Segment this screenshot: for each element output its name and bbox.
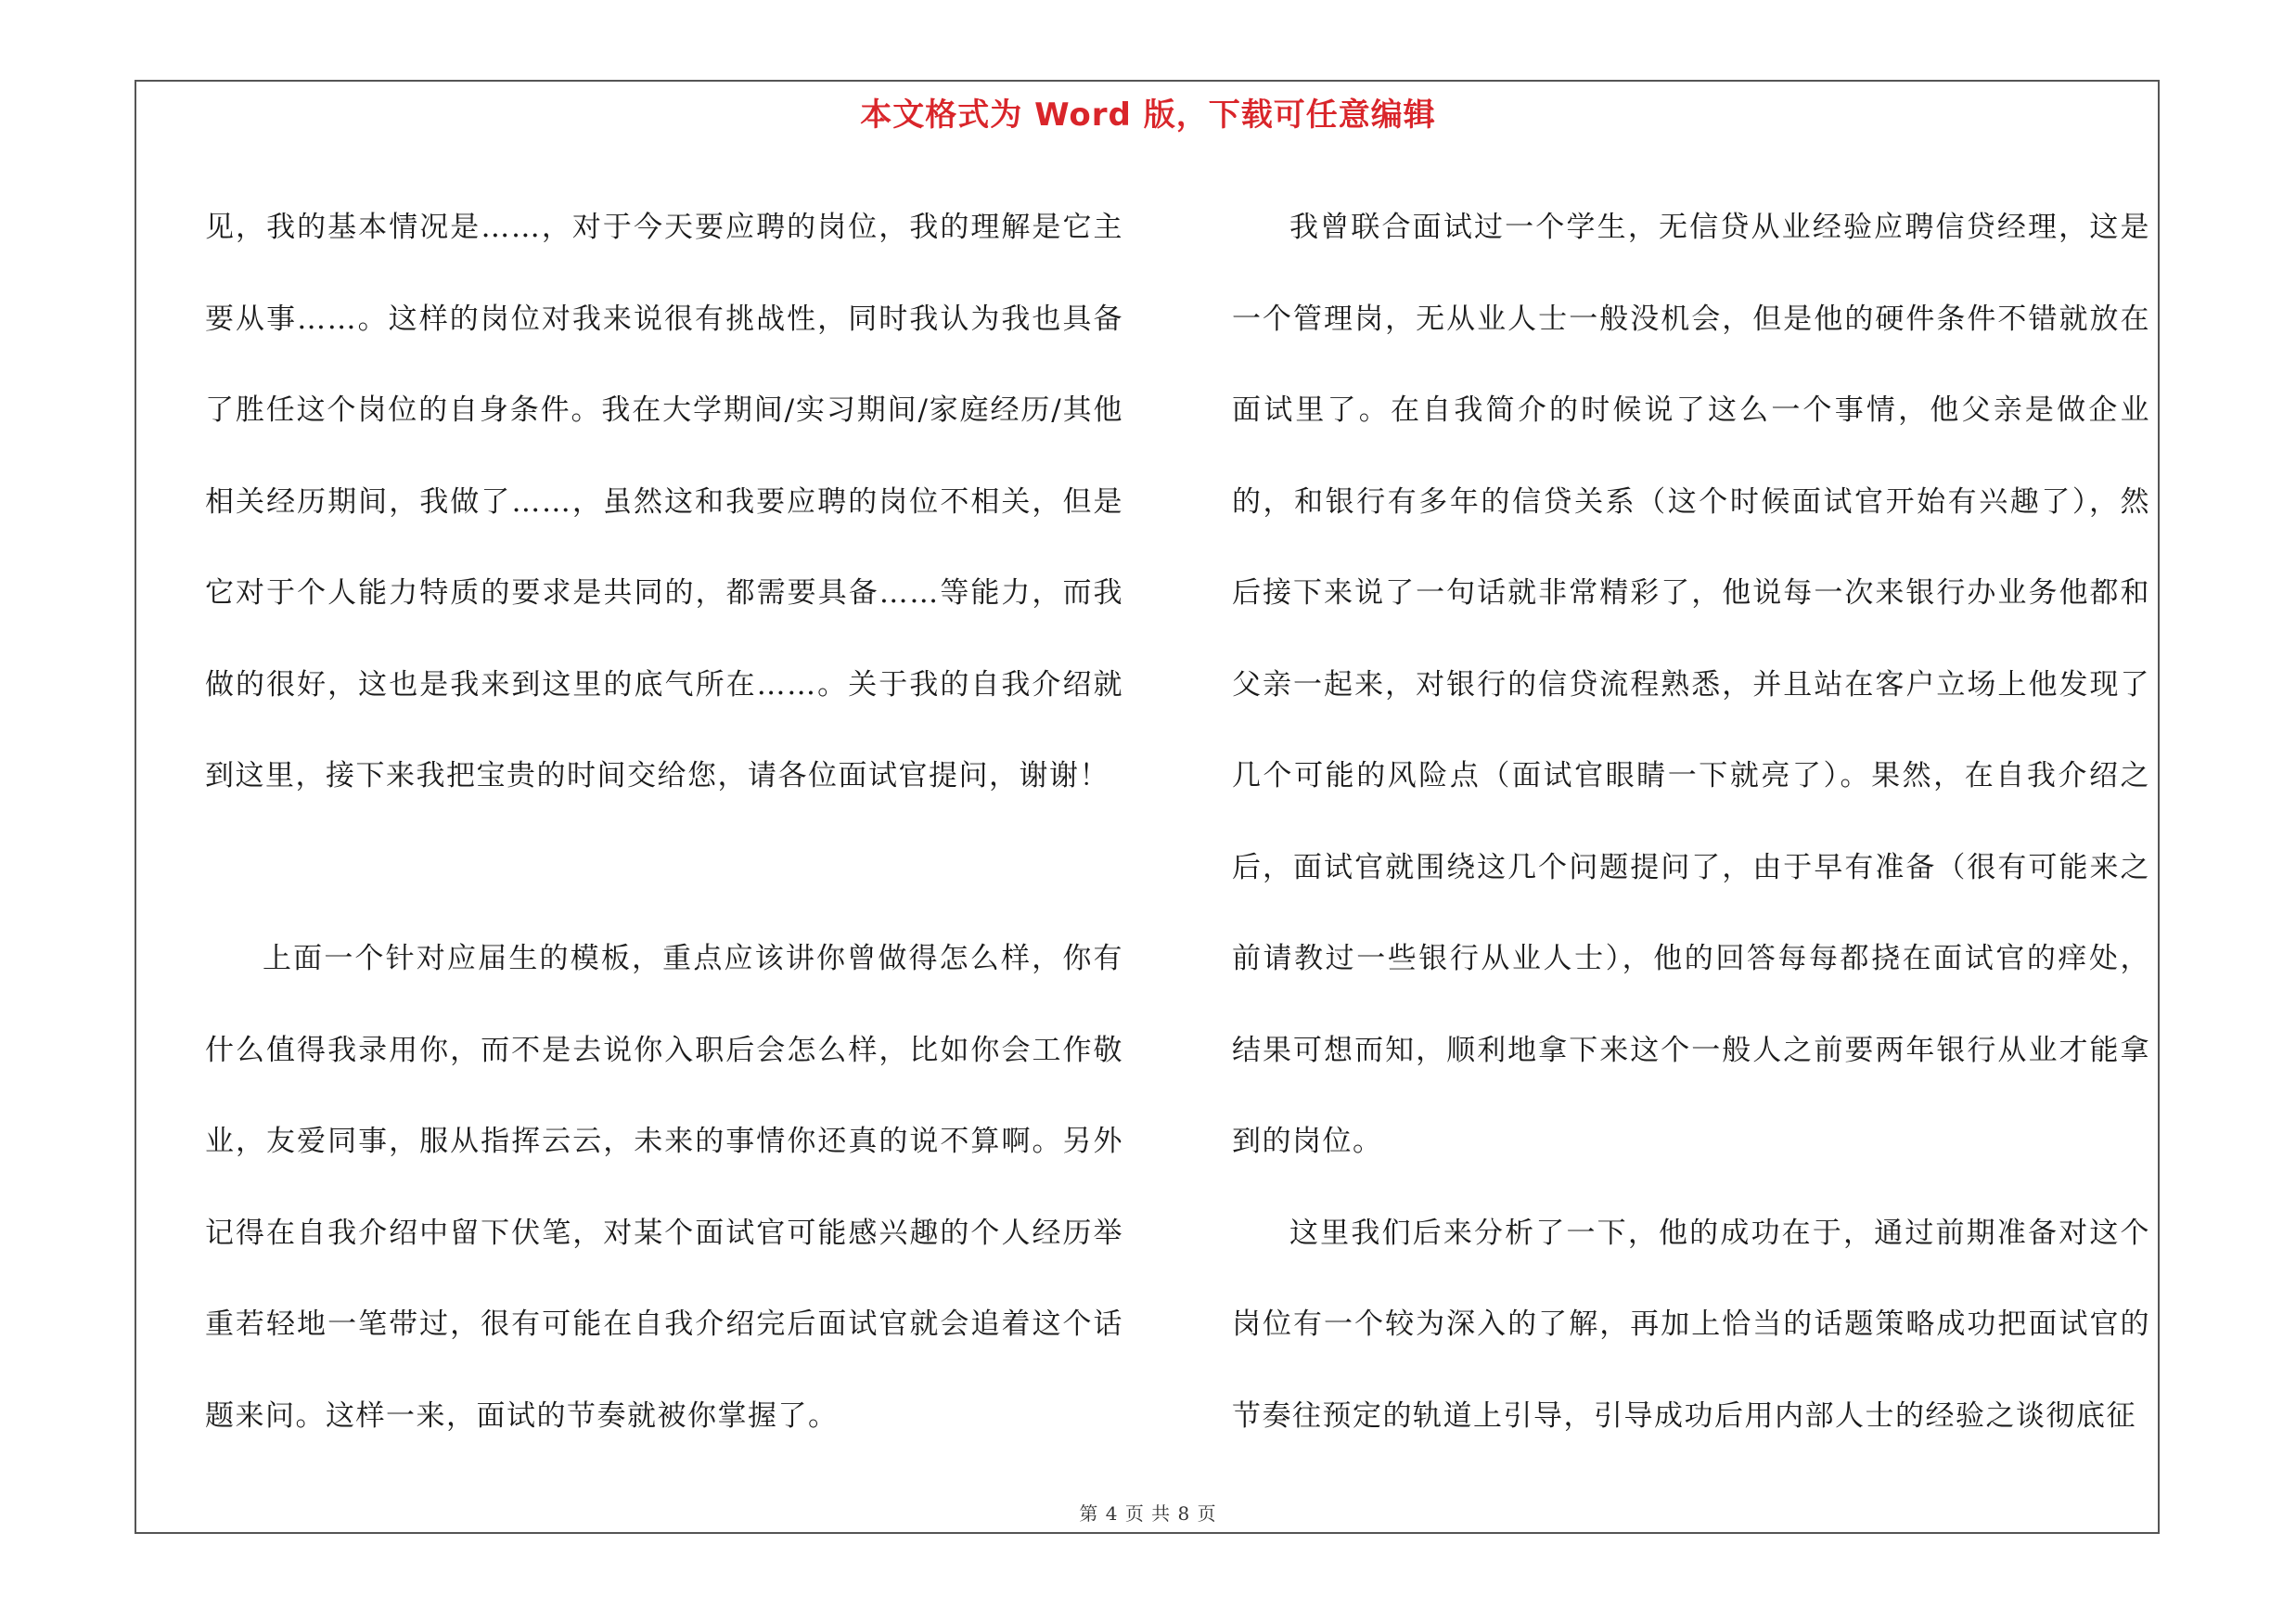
page-number-footer: 第 4 页 共 8 页 <box>1079 1502 1217 1525</box>
left-paragraph-1: 见，我的基本情况是……，对于今天要应聘的岗位，我的理解是它主要从事……。这样的岗位对我来说很有挑战性，同时我认为我也具备了胜任这个岗位的自身条件。我在大学期间/实习期间/家庭经历/其他相关经历期间，我做了……，虽然这和我要应聘的岗位不相关，但是它对于个人能力特质的要求是共同的，都需要具备……等能力，而我做的很好，这也是我来到这里的底气所在……。关于我的自我介绍就到这里，接下来我把宝贵的时间交给您，请各位面试官提问，谢谢！ <box>205 211 1123 792</box>
right-column <box>1232 182 2150 1462</box>
left-column <box>205 182 1123 1462</box>
left-paragraph-2: 上面一个针对应届生的模板，重点应该讲你曾做得怎么样，你有什么值得我录用你，而不是去说你入职后会怎么样，比如你会工作敬业，友爱同事，服从指挥云云，未来的事情你还真的说不算啊。另外记得在自我介绍中留下伏笔，对某个面试官可能感兴趣的个人经历举重若轻地一笔带过，很有可能在自我介绍完后面试官就会追着这个话题来问。这样一来，面试的节奏就被你掌握了。 <box>205 942 1123 1433</box>
paragraph-gap <box>205 822 1123 914</box>
right-paragraph-2: 这里我们后来分析了一下，他的成功在于，通过前期准备对这个岗位有一个较为深入的了解，再加上恰当的话题策略成功把面试官的节奏往预定的轨道上引导，引导成功后用内部人士的经验之谈彻底征 <box>1232 1216 2150 1433</box>
page-banner: 本文格式为 Word 版，下载可任意编辑 <box>860 97 1436 134</box>
right-paragraph-1: 我曾联合面试过一个学生，无信贷从业经验应聘信贷经理，这是一个管理岗，无从业人士一般没机会，但是他的硬件条件不错就放在面试里了。在自我简介的时候说了这么一个事情，他父亲是做企业的，和银行有多年的信贷关系（这个时候面试官开始有兴趣了），然后接下来说了一句话就非常精彩了，他说每一次来银行办业务他都和父亲一起来，对银行的信贷流程熟悉，并且站在客户立场上他发现了几个可能的风险点（面试官眼睛一下就亮了）。果然，在自我介绍之后，面试官就围绕这几个问题提问了，由于早有准备（很有可能来之前请教过一些银行从业人士），他的回答每每都挠在面试官的痒处，结果可想而知，顺利地拿下来这个一般人之前要两年银行从业才能拿到的岗位。 <box>1232 211 2150 1158</box>
